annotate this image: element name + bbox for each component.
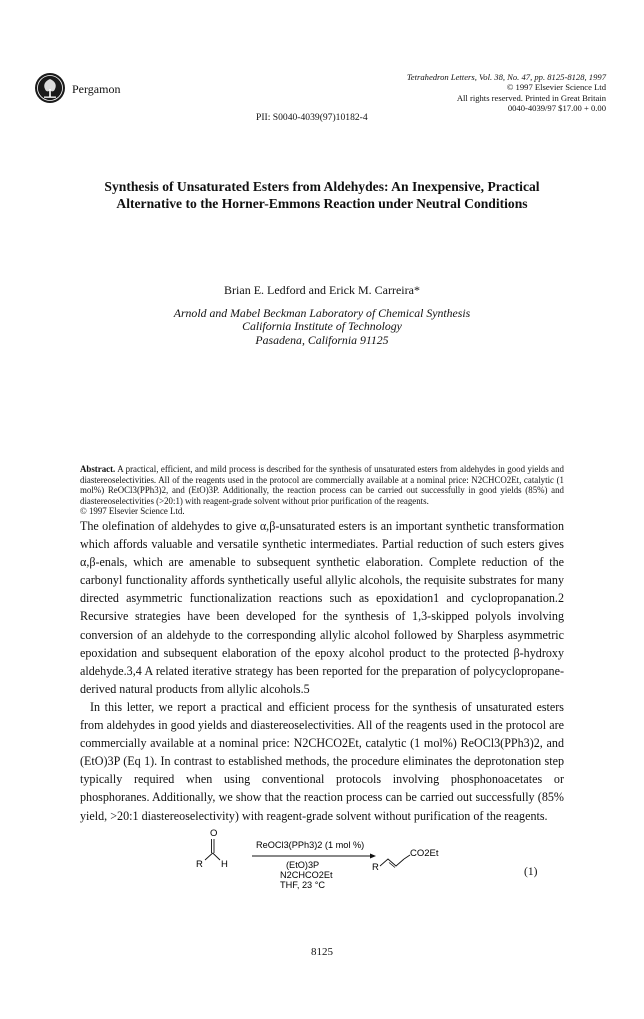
page-number: 8125 (311, 946, 333, 958)
equation-number: (1) (524, 866, 538, 878)
copyright-line: © 1997 Elsevier Science Ltd (506, 82, 606, 93)
phosphite-label: (EtO)3P (286, 860, 320, 870)
reaction-arrow-head-icon (370, 854, 376, 859)
abstract-heading: Abstract. (80, 464, 116, 474)
body-paragraph: In this letter, we report a practical and efficient process for the synthesis of unsaturated esters from aldehydes in good yields and diastereoselectivities. All of the reagents used in the protocol are commercially available at a nominal price: N2CHCO2Et, catalytic (1 mol%) ReOCl3(PPh3)2, and (EtO)3P (Eq 1). In contrast to established methods, the procedure eliminates the deprotonation step typically required when using conventional protocols involving phosphonoacetates or phosphoranes. Additionally, we show that the reaction process can be carried out successfully (85% yield, >20:1 diastereoselectivity) with reagent-grade solvent without purification of the reagents. (80, 699, 564, 823)
elsevier-tree-logo-icon (34, 72, 66, 104)
pii-identifier: PII: S0040-4039(97)10182-4 (256, 112, 368, 123)
journal-reference: Tetrahedron Letters, Vol. 38, No. 47, pp. 8125-8128, 1997 (406, 72, 606, 82)
issn-price-line: 0040-4039/97 $17.00 + 0.00 (507, 103, 606, 114)
body-paragraph: The olefination of aldehydes to give α,β-unsaturated esters is an important synthetic transformation which affords valuable and versatile synthetic intermediates. Partial reduction of such esters gives α,β-enals, which are amenable to subsequent synthetic elaboration. Complete reduction of the carbonyl functionality affords synthetically useful allylic alcohols, the requisite substrates for many directed asymmetric functionalization reactions such as epoxidation1 and cyclopropanation.2 Recursive strategies have been developed for the synthesis of 1,3-skipped polyols involving conversion of an aldehyde to the corresponding allylic alcohol followed by Sharpless asymmetric epoxidation and subsequent elaboration of the epoxy alcohol product to the protected β-hydroxy aldehyde.3,4 A related iterative strategy has been reported for the preparation of polycyclopropane-derived natural products from allylic alcohols.5 (80, 519, 564, 696)
ester-group-label: CO2Et (410, 848, 439, 859)
product-r-label: R (372, 862, 379, 873)
abstract (80, 464, 564, 517)
author-list: Brian E. Ledford and Erick M. Carreira* (224, 283, 420, 297)
affiliation-address: Pasadena, California 91125 (255, 332, 389, 347)
affiliation-institute: California Institute of Technology (242, 319, 402, 334)
catalyst-label: ReOCl3(PPh3)2 (1 mol %) (256, 840, 365, 850)
abstract-copyright: © 1997 Elsevier Science Ltd. (80, 506, 185, 516)
article-body (80, 517, 564, 825)
diazoacetate-label: N2CHCO2Et (280, 870, 333, 880)
reaction-scheme (176, 826, 576, 892)
affiliation (0, 307, 644, 347)
aldehyde-oxygen-label: O (210, 828, 218, 839)
article-title: Synthesis of Unsaturated Esters from Aldehydes: An Inexpensive, Practical Alternative to the Horner-Emmons Reaction under Neutral Conditions (104, 179, 540, 211)
abstract-text: A practical, efficient, and mild process is described for the synthesis of unsaturated esters from aldehydes in good yields and diastereoselectivities. All of the reagents used in the protocol are commercially available at a nominal price: N2CHCO2Et, catalytic (1 mol%) ReOCl3(PPh3)2, and (EtO)3P. Additionally, the reaction process can be carried out successfully in good yields (85%) and diastereoselectivities (>20:1) with reagent-grade solvent without prior purification of the reagents. (80, 464, 564, 506)
rights-line: All rights reserved. Printed in Great Britain (456, 92, 606, 103)
aldehyde-h-label: H (221, 859, 228, 870)
conditions-label: THF, 23 °C (280, 880, 326, 890)
journal-citation (407, 72, 606, 114)
affiliation-laboratory: Arnold and Mabel Beckman Laboratory of Chemical Synthesis (173, 306, 471, 320)
publisher-name: Pergamon (72, 82, 121, 96)
aldehyde-r-label: R (196, 859, 203, 870)
